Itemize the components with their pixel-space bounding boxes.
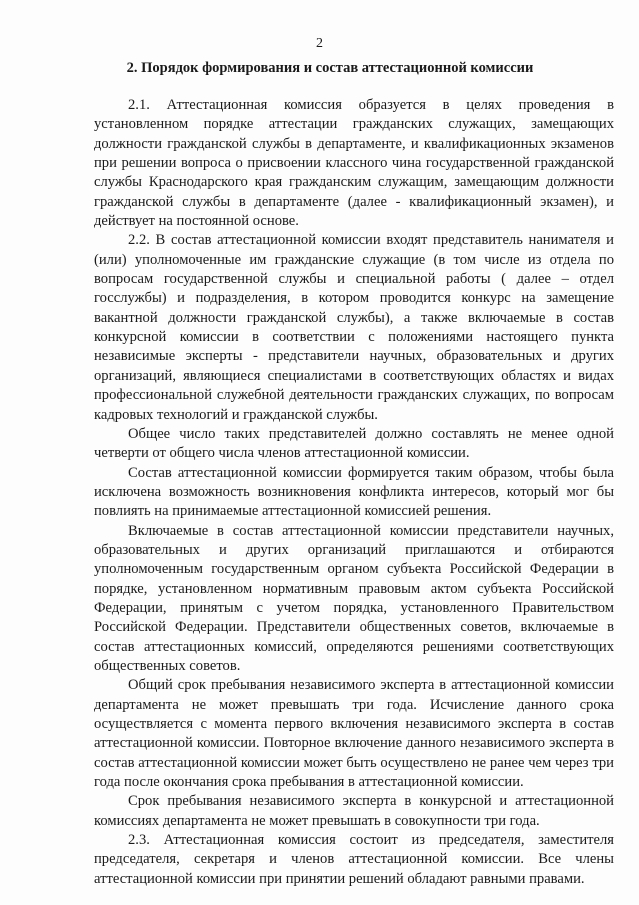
paragraph-2-1: 2.1. Аттестационная комиссия образуется в целях проведения в установленном порядке аттестации гражданских служащих, замещающих должности гражданской службы в департаменте, и квалификационных экзаменов при решении вопроса о присвоении классного чина государственной гражданской службы Краснодарского края гражданским служащим, замещающим должности гражданской службы в департаменте (далее - квалификационный экзамен), и действует на постоянной основе. — [94, 97, 614, 230]
paragraph-2-3: 2.3. Аттестационная комиссия состоит из председателя, заместителя председателя, секретаря и членов аттестационной комиссии. Все члены аттестационной комиссии при принятии решений обладают равными правами. — [94, 832, 614, 887]
paragraph-conflict-of-interest: Состав аттестационной комиссии формируется таким образом, чтобы была исключена возможность возникновения конфликта интересов, который мог бы повлиять на принимаемые аттестационной комиссией решения. — [94, 464, 614, 520]
paragraph-expert-term: Общий срок пребывания независимого эксперта в аттестационной комиссии департамента не может превышать три года. Исчисление данного срока осуществляется с момента первого включения независимого эксперта в состав аттестационной комиссии. Повторное включение данного независимого эксперта в состав аттестационной комиссии может быть осуществлено не ранее чем через три года после окончания срока пребывания в аттестационной комиссии. — [94, 677, 614, 791]
paragraph-included-representatives: Включаемые в состав аттестационной комиссии представители научных, образовательных и других организаций приглашаются и отбираются уполномоченным государственным органом субъекта Российской Федерации в порядке, установленном нормативным правовым актом субъекта Российской Федерации, принятым с учетом порядка, установленного Правительством Российской Федерации. Представители общественных советов, включаемые в состав аттестационных комиссий, определяются решениями соответствующих общественных советов. — [94, 522, 614, 674]
section-heading: 2. Порядок формирования и состав аттестационной комиссии — [126, 60, 534, 76]
paragraph-2-2: 2.2. В состав аттестационной комиссии входят представитель нанимателя и (или) уполномоченные им гражданские служащие (в том числе из отдела по вопросам государственной службы и специальной работы ( далее – отдел госслужбы) и подразделения, в котором проводится конкурс на замещение вакантной должности гражданской службы), а также включаемые в состав конкурсной комиссии в соответствии с положениями настоящего пункта независимые эксперты - представители научных, образовательных и других организаций, являющиеся специалистами в соответствующих областях и видах профессиональной служебной деятельности гражданских служащих, по вопросам кадровых технологий и гражданской службы. — [94, 232, 614, 423]
paragraph-representatives-share: Общее число таких представителей должно составлять не менее одной четверти от общего числа членов аттестационной комиссии. — [94, 425, 614, 462]
paragraph-expert-total-term: Срок пребывания независимого эксперта в конкурсной и аттестационной комиссиях департамента не может превышать в совокупности три года. — [94, 793, 614, 829]
page-number: 2 — [316, 36, 323, 51]
section-body — [94, 96, 614, 889]
